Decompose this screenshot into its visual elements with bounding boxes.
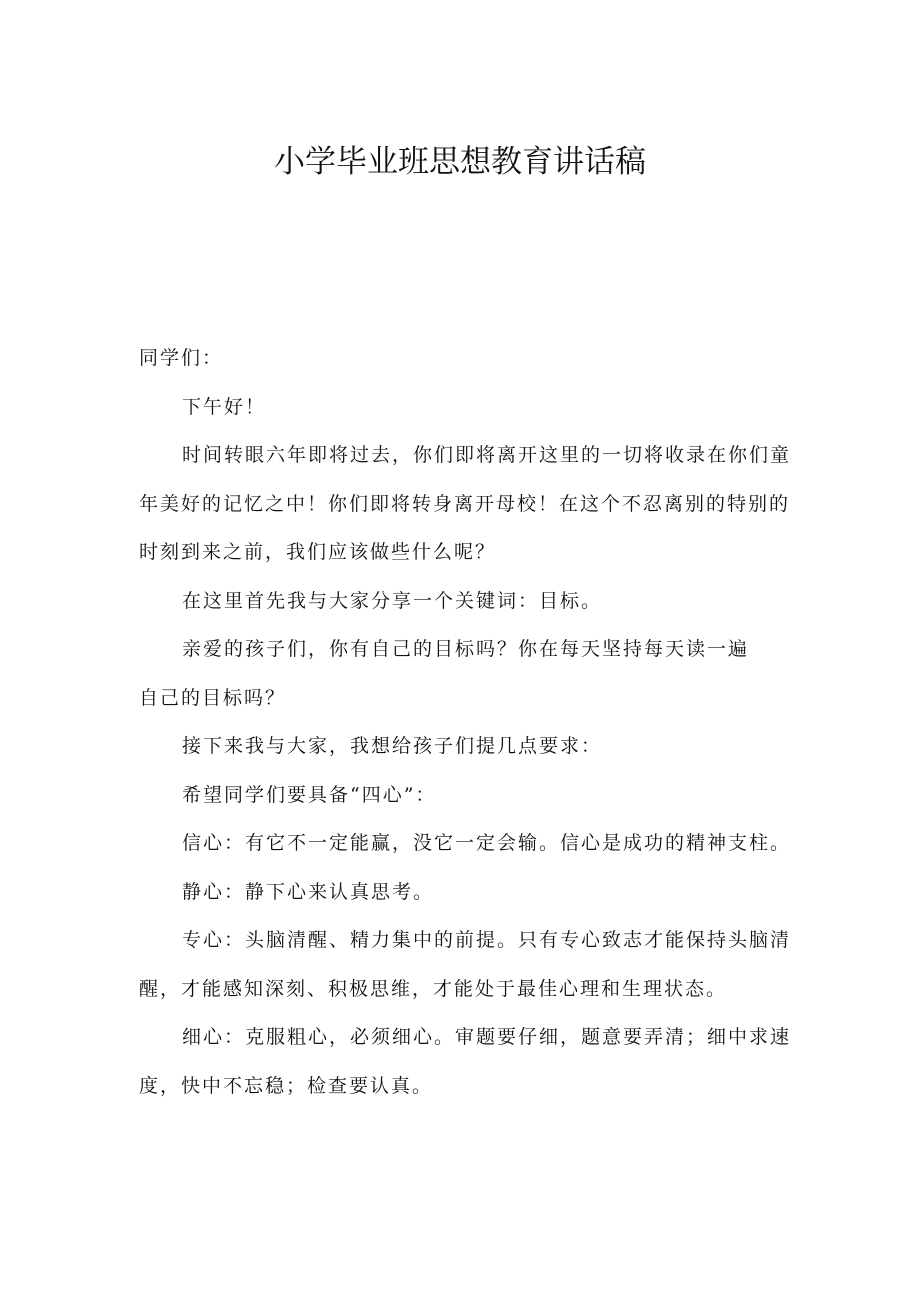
page-title: 小学毕业班思想教育讲话稿 [274, 144, 646, 180]
paragraph-calm: 静心：静下心来认真思考。 [182, 880, 435, 903]
paragraph-four-hearts: 希望同学们要具备“四心”： [182, 783, 437, 806]
paragraph-goal-question-cont: 自己的目标吗？ [139, 686, 287, 709]
paragraph-keyword: 在这里首先我与大家分享一个关键词：目标。 [182, 589, 603, 612]
paragraph-greeting: 下午好！ [182, 395, 267, 418]
salutation: 同学们： [139, 347, 224, 369]
paragraph-focus: 专心：头脑清醒、精力集中的前提。只有专心致志才能保持头脑清醒，才能感知深刻、积极思维，才能处于最佳心理和生理状态。 [139, 929, 792, 1000]
paragraph-goal-question: 亲爱的孩子们，你有自己的目标吗？你在每天坚持每天读一遍 [182, 638, 750, 660]
paragraph-requirements: 接下来我与大家，我想给孩子们提几点要求： [182, 735, 603, 757]
paragraph-time-passing: 时间转眼六年即将过去，你们即将离开这里的一切将收录在你们童年美好的记忆之中！你们即将转身离开母校！在这个不忍离别的特别的时刻到来之前，我们应该做些什么呢？ [139, 444, 792, 563]
paragraph-confidence: 信心：有它不一定能赢，没它一定会输。信心是成功的精神支柱。 [182, 832, 792, 854]
paragraph-care: 细心：克服粗心，必须细心。审题要仔细，题意要弄清；细中求速度，快中不忘稳；检查要认真。 [139, 1026, 792, 1097]
speech-body [139, 334, 799, 1110]
